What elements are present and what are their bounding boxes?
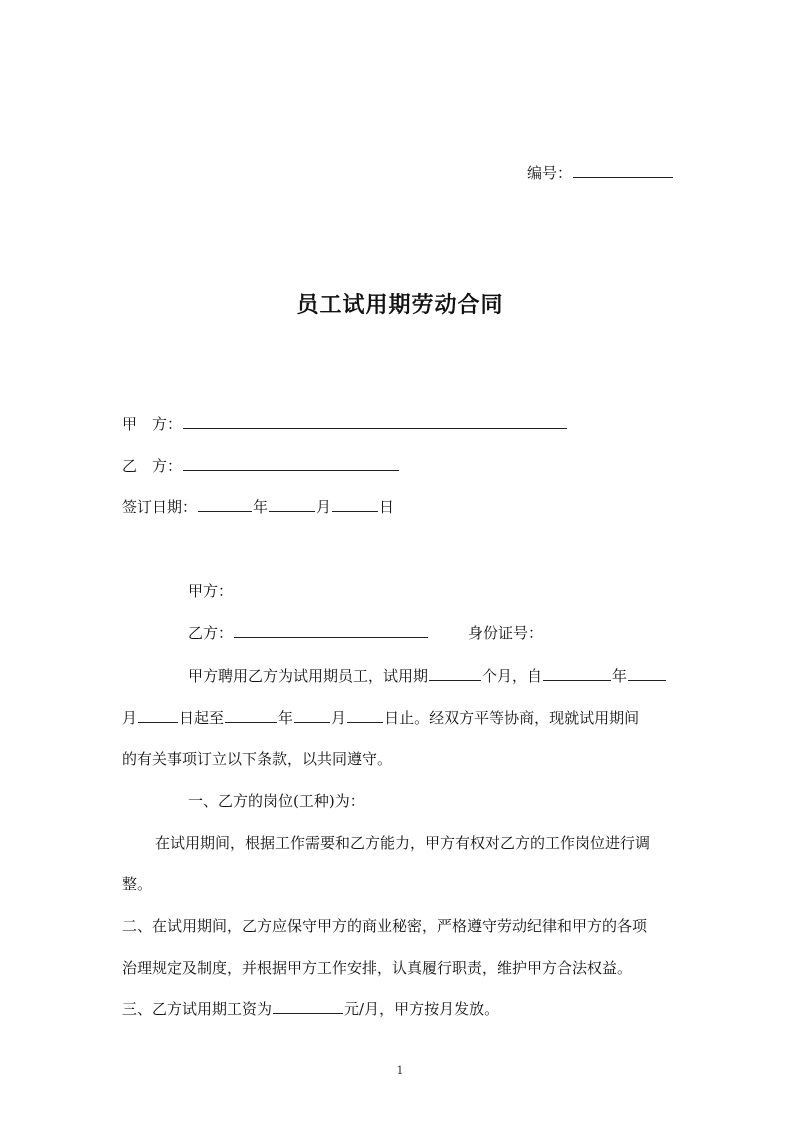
party-a-label: 甲 方： [122,415,183,433]
document-title: 员工试用期劳动合同 [296,293,504,318]
id-number-label: 身份证号： [468,624,544,642]
intro-text-3: 年 [612,667,628,685]
start-day-blank [138,708,178,723]
intro-line-1 [188,665,667,686]
intro-text-8: 日止。经双方平等协商，现就试用期间 [384,709,640,727]
party-b-blank [183,456,399,471]
sign-year-label: 年 [253,498,269,516]
clause-2-line-2: 治理规定及制度，并根据甲方工作安排，认真履行职责，维护甲方合法权益。 [122,959,633,977]
intro-text-7: 月 [331,709,347,727]
start-year-blank [543,666,611,681]
sign-date-label: 签订日期： [122,498,198,516]
sign-day-blank [332,497,378,512]
clause-1-line-1: 在试用期间，根据工作需要和乙方能力，甲方有权对乙方的工作岗位进行调 [155,834,651,852]
intro-line-3: 的有关事项订立以下条款，以共同遵守。 [122,750,393,768]
contract-number-line [527,162,674,183]
clause-2-line-1: 二、在试用期间，乙方应保守甲方的商业秘密，严格遵守劳动纪律和甲方的各项 [122,917,648,935]
party-a-blank [183,414,567,429]
salary-blank [273,999,343,1014]
intro-text-1: 甲方聘用乙方为试用期员工，试用期 [188,667,429,685]
clause-1-line-2: 整。 [122,875,153,893]
contract-number-blank [573,163,673,178]
intro-text-6: 年 [278,709,294,727]
party-b-label: 乙 方： [122,457,183,475]
clause-3-line [122,998,499,1019]
body-party-b-blank [234,623,428,638]
clause-1-heading: 一、乙方的岗位(工种)为： [188,792,365,810]
party-a-line [122,413,568,434]
probation-months-blank [429,666,481,681]
sign-month-blank [269,497,315,512]
clause-3-text-a: 三、乙方试用期工资为 [122,1000,273,1018]
sign-year-blank [198,497,252,512]
party-b-line [122,455,400,476]
body-party-b-line [188,622,429,643]
intro-text-5: 日起至 [179,709,225,727]
sign-month-label: 月 [316,498,332,516]
page-number: 1 [396,1064,404,1077]
sign-day-label: 日 [379,498,395,516]
end-day-blank [347,708,383,723]
start-month-blank [628,666,666,681]
intro-text-2: 个月，自 [482,667,543,685]
sign-date-line [122,496,394,517]
end-month-blank [294,708,330,723]
intro-line-2 [122,707,639,728]
intro-text-4: 月 [122,709,138,727]
body-party-b-label: 乙方： [188,624,234,642]
end-year-blank [225,708,277,723]
contract-number-label: 编号： [527,164,573,182]
clause-3-text-b: 元/月，甲方按月发放。 [344,1000,500,1018]
body-party-a: 甲方： [188,582,234,600]
